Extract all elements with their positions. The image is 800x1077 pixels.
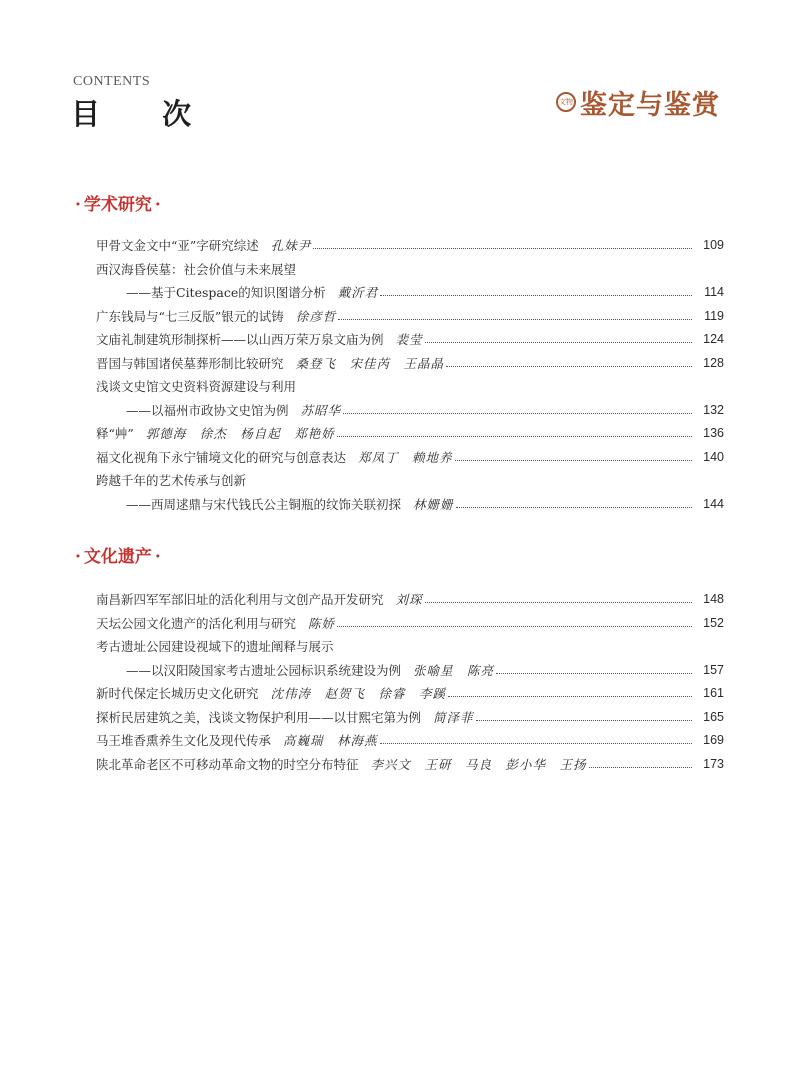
toc-entry[interactable] bbox=[96, 281, 724, 305]
dot-leader bbox=[425, 602, 692, 603]
toc-entry[interactable] bbox=[96, 588, 724, 612]
dot-leader bbox=[337, 626, 692, 627]
entry-title: ——西周逑鼎与宋代钱氏公主铜瓶的纹饰关联初探 bbox=[126, 496, 402, 512]
dot-leader bbox=[313, 248, 692, 249]
dot-leader bbox=[337, 436, 692, 437]
entry-page-number: 119 bbox=[704, 308, 724, 323]
entry-author: 戴沂君 bbox=[337, 285, 379, 300]
dot-leader bbox=[380, 295, 692, 296]
entry-author: 陈娇 bbox=[308, 615, 336, 631]
entry-title: 南昌新四军军部旧址的活化利用与文创产品开发研究 bbox=[96, 592, 384, 607]
entry-author: 林姗姗 bbox=[413, 496, 454, 512]
toc-entry[interactable] bbox=[96, 493, 724, 517]
toc-entry[interactable] bbox=[96, 659, 724, 683]
entry-page-number: 152 bbox=[703, 615, 724, 630]
toc-entry[interactable] bbox=[96, 635, 724, 659]
entry-page-number: 173 bbox=[703, 756, 724, 771]
entry-title: 文庙礼制建筑形制探析——以山西万荣万泉文庙为例 bbox=[96, 332, 384, 347]
dot-leader bbox=[380, 743, 692, 744]
page-title: 目 次 bbox=[71, 97, 218, 131]
entry-author: 裴莹 bbox=[395, 332, 423, 347]
entry-title: 陕北革命老区不可移动革命文物的时空分布特征 bbox=[96, 756, 359, 772]
toc-entry[interactable] bbox=[96, 446, 724, 470]
entry-list bbox=[96, 588, 724, 776]
entry-title: 晋国与韩国诸侯墓葬形制比较研究 bbox=[96, 355, 284, 371]
entry-author: 沈伟涛 赵贺飞 徐睿 李蹊 bbox=[270, 686, 447, 701]
dot-leader bbox=[425, 342, 692, 343]
entry-author: 刘琛 bbox=[395, 592, 423, 607]
toc-entry[interactable] bbox=[96, 682, 724, 706]
entry-author: 苏昭华 bbox=[300, 402, 342, 418]
entry-page-number: 144 bbox=[703, 496, 724, 511]
dot-leader bbox=[456, 507, 692, 508]
toc-entry[interactable] bbox=[96, 399, 724, 423]
entry-title: ——基于Citespace的知识图谱分析 bbox=[126, 285, 326, 300]
toc-entry[interactable] bbox=[96, 352, 724, 376]
entry-page-number: 109 bbox=[703, 238, 724, 252]
entry-title: ——以福州市政协文史馆为例 bbox=[126, 402, 289, 418]
entry-title: 马王堆香熏养生文化及现代传承 bbox=[96, 733, 272, 748]
entry-page-number: 169 bbox=[703, 733, 724, 747]
entry-author: 徐彦哲 bbox=[295, 308, 337, 324]
entry-page-number: 128 bbox=[703, 355, 724, 370]
entry-page-number: 132 bbox=[703, 402, 724, 417]
section-title: · 学术研究 · bbox=[75, 195, 161, 215]
entry-page-number: 114 bbox=[704, 285, 724, 299]
entry-page-number: 161 bbox=[703, 686, 724, 700]
entry-page-number: 136 bbox=[703, 426, 724, 440]
entry-author: 孔妹尹 bbox=[270, 238, 312, 253]
toc-entry[interactable] bbox=[96, 422, 724, 446]
journal-name: 鉴定与鉴赏 bbox=[580, 89, 720, 121]
entry-page-number: 165 bbox=[703, 709, 724, 724]
dot-leader bbox=[343, 413, 692, 414]
entry-page-number: 140 bbox=[703, 449, 724, 464]
entry-author: 简泽菲 bbox=[433, 709, 474, 725]
toc-entry[interactable] bbox=[96, 258, 724, 282]
entry-title: 跨越千年的艺术传承与创新 bbox=[96, 473, 247, 488]
entry-page-number: 124 bbox=[703, 332, 724, 346]
contents-label: CONTENTS bbox=[73, 74, 151, 89]
toc-entry[interactable] bbox=[96, 729, 724, 753]
dot-leader bbox=[338, 319, 692, 320]
entry-title: 福文化视角下永宁铺境文化的研究与创意表达 bbox=[96, 449, 347, 465]
entry-title: 广东钱局与“七三反版”银元的试铸 bbox=[96, 308, 284, 324]
entry-title: 浅谈文史馆文史资料资源建设与利用 bbox=[96, 379, 297, 394]
entry-author: 张喻星 陈亮 bbox=[413, 662, 495, 678]
dot-leader bbox=[455, 460, 692, 461]
toc-entry[interactable] bbox=[96, 375, 724, 399]
entry-title: 新时代保定长城历史文化研究 bbox=[96, 686, 259, 701]
entry-title: 天坛公园文化遗产的活化利用与研究 bbox=[96, 615, 297, 631]
entry-author: 高巍瑞 林海燕 bbox=[283, 733, 378, 748]
toc-entry[interactable] bbox=[96, 305, 724, 329]
entry-title: 探析民居建筑之美，浅谈文物保护利用——以甘熙宅第为例 bbox=[96, 709, 422, 725]
dot-leader bbox=[496, 673, 692, 674]
seal-icon: 文物 bbox=[556, 92, 576, 112]
entry-page-number: 157 bbox=[703, 662, 724, 677]
entry-title: 甲骨文金文中“亚”字研究综述 bbox=[96, 238, 259, 253]
toc-entry[interactable] bbox=[96, 234, 724, 258]
section-title: · 文化遗产 · bbox=[75, 547, 161, 567]
entry-author: 桑登飞 宋佳芮 王晶晶 bbox=[295, 355, 445, 371]
toc-entry[interactable] bbox=[96, 753, 724, 777]
dot-leader bbox=[589, 767, 692, 768]
entry-title: ——以汉阳陵国家考古遗址公园标识系统建设为例 bbox=[126, 662, 402, 678]
entry-page-number: 148 bbox=[703, 592, 724, 606]
entry-title: 考古遗址公园建设视域下的遗址阐释与展示 bbox=[96, 639, 334, 654]
entry-list bbox=[96, 234, 724, 516]
toc-entry[interactable] bbox=[96, 469, 724, 493]
toc-entry[interactable] bbox=[96, 612, 724, 636]
dot-leader bbox=[476, 720, 692, 721]
entry-title: 释“艸” bbox=[96, 426, 134, 441]
entry-author: 郑凤丁 赖地养 bbox=[358, 449, 453, 465]
entry-title: 西汉海昏侯墓：社会价值与未来展望 bbox=[96, 261, 297, 277]
toc-entry[interactable] bbox=[96, 328, 724, 352]
dot-leader bbox=[446, 366, 692, 367]
entry-author: 郭德海 徐杰 杨自起 郑艳娇 bbox=[145, 426, 335, 441]
journal-logo bbox=[556, 82, 720, 122]
toc-entry[interactable] bbox=[96, 706, 724, 730]
dot-leader bbox=[448, 696, 692, 697]
entry-author: 李兴文 王研 马良 彭小华 王扬 bbox=[370, 756, 587, 772]
